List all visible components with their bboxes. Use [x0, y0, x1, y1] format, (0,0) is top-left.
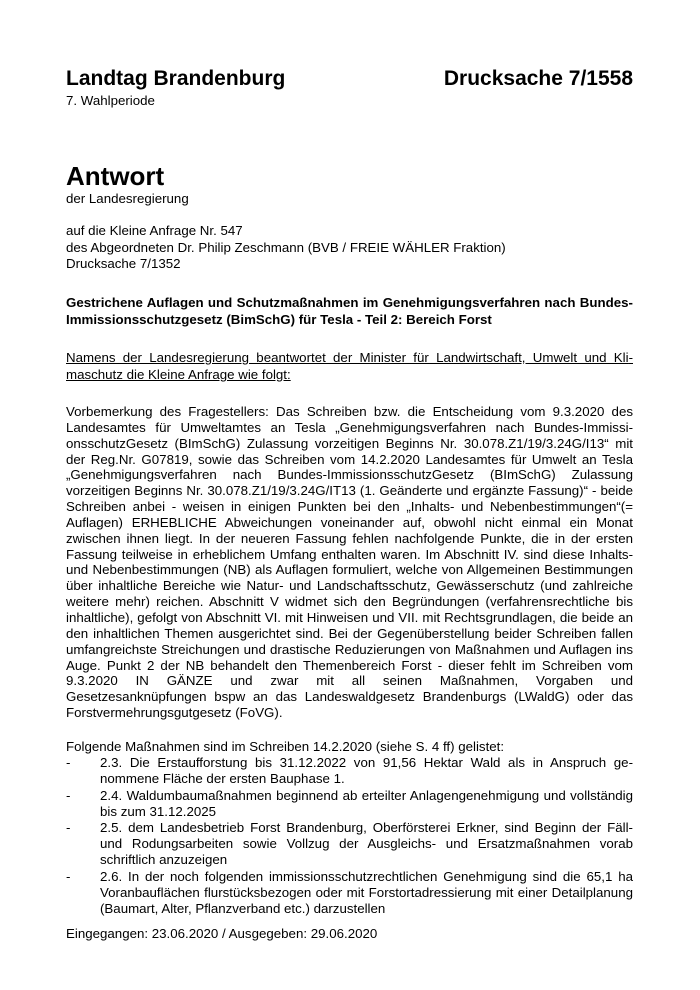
- document-author: der Landesregierung: [66, 191, 189, 206]
- document-title: Antwort: [66, 161, 165, 191]
- list-item-text: 2.5. dem Landesbetrieb Forst Brandenburg, Oberförsterei Erkner, sind Beginn der Fäll- und Rodungsarbeiten sowie Vollzug der Ausgleichs- und Ersatzmaßnahmen vorab schriftlich anzuzeigen: [100, 820, 633, 868]
- list-item-text: 2.4. Waldumbaumaßnahmen beginnend ab erteilter Anlagengenehmigung und vollständig bis zum 31.12.2025: [100, 787, 633, 819]
- measures-intro: Folgende Maßnahmen sind im Schreiben 14.2.2020 (siehe S. 4 ff) gelistet:: [66, 739, 505, 754]
- list-item: [66, 788, 633, 820]
- request-print-number: Drucksache 7/1352: [66, 256, 181, 271]
- request-author: des Abgeordneten Dr. Philip Zeschmann (BVB / FREIE WÄHLER Fraktion): [66, 239, 506, 255]
- list-bullet: -: [66, 868, 71, 884]
- request-info: [66, 223, 506, 273]
- list-bullet: -: [66, 820, 71, 836]
- subject-heading: Gestrichene Auflagen und Schutzmaßnahmen im Genehmigungsverfahren nach Bundes-Immissionsschutzgesetz (BimSchG) für Tesla - Teil 2: Bereich Forst: [66, 295, 633, 327]
- list-item: [66, 869, 633, 918]
- list-bullet: -: [66, 755, 71, 771]
- list-bullet: -: [66, 787, 71, 803]
- print-number: Drucksache 7/1558: [443, 67, 633, 90]
- document-header: [66, 66, 633, 92]
- minister-statement: Namens der Landesregierung beantwortet der Minister für Landwirtschaft, Umwelt und Klimaschutz die Kleine Anfrage wie folgt:: [66, 350, 633, 382]
- list-item: [66, 820, 633, 869]
- dates-footer: Eingegangen: 23.06.2020 / Ausgegeben: 29.06.2020: [66, 926, 378, 941]
- preliminary-remark: Vorbemerkung des Fragestellers: Das Schreiben bzw. die Entscheidung vom 9.3.2020 des Landesamtes für Umweltamtes an Tesla „Genehmigungsverfahren nach Bundes-ImmissionsschutzGesetz (BImSchG) Zulassung vorzeitigen Beginns Nr. 30.078.Z1/19/3.24G/I13“ mit der Reg.Nr. G07819, sowie das Schreiben vom 14.2.2020 Landesamtes für Umwelt an Tesla „Genehmigungsverfahren nach Bundes-ImmissionsschutzGesetz (BImSchG) Zulassung vorzeitigen Beginns Nr. 30.078.Z1/19/3.24G/IT13 (1. Geänderte und ergänzte Fassung)“ - beide Schreiben anbei - weisen in einigen Punkten bei den „Inhalts- und Nebenbestimmungen“(= Auflagen) ERHEBLICHE Abweichungen voneinander auf, obwohl nicht einmal ein Monat zwischen ihnen liegt. In der neueren Fassung fehlen nachfolgende Punkte, die in der ersten Fassung teilweise in erheblichem Umfang enthalten waren. Im Abschnitt IV. sind diese Inhalts- und Nebenbestimmungen (NB) als Auflagen formuliert, welche von Allgemeinen Bestimmungen über inhaltliche Bereiche wie Natur- und Landschaftsschutz, Gewässerschutz (und zahlreiche weitere mehr) reichen. Abschnitt V widmet sich den Begründungen (verfahrensrechtliche bis inhaltliche), gefolgt von Abschnitt VI. mit Hinweisen und VII. mit Rechtsgrundlagen, die beide an den inhaltlichen Themen ausgerichtet sind. Bei der Gegenüberstellung beider Schreiben fallen umfangreichste Streichungen und drastische Reduzierungen von Maßnahmen und Auflagen ins Auge. Punkt 2 der NB behandelt den Themenbereich Forst - dieser fehlt im Schreiben vom 9.3.2020 IN GÄNZE und zwar mit all seinen Maßnahmen, Vorgaben und Gesetzesanknüpfungen bspw an das Landeswaldgesetz Brandenburgs (LWaldG) oder das Forstvermehrungsgutgesetz (FoVG).: [66, 404, 633, 721]
- list-item-text: 2.3. Die Erstaufforstung bis 31.12.2022 von 91,56 Hektar Wald als in Anspruch genommene Fläche der ersten Bauphase 1.: [100, 755, 633, 787]
- parliament-name: Landtag Brandenburg: [66, 67, 286, 90]
- request-number: auf die Kleine Anfrage Nr. 547: [66, 223, 243, 238]
- list-item-text: 2.6. In der noch folgenden immissionsschutzrechtlichen Genehmigung sind die 65,1 ha Voranbauflächen flurstücksbezogen oder mit Forstortadressierung mit einer Detailplanung (Baumart, Alter, Pflanzverband etc.) darzustellen: [100, 868, 633, 917]
- list-item: [66, 755, 633, 787]
- measures-section: [66, 739, 633, 917]
- legislative-period: 7. Wahlperiode: [66, 93, 155, 108]
